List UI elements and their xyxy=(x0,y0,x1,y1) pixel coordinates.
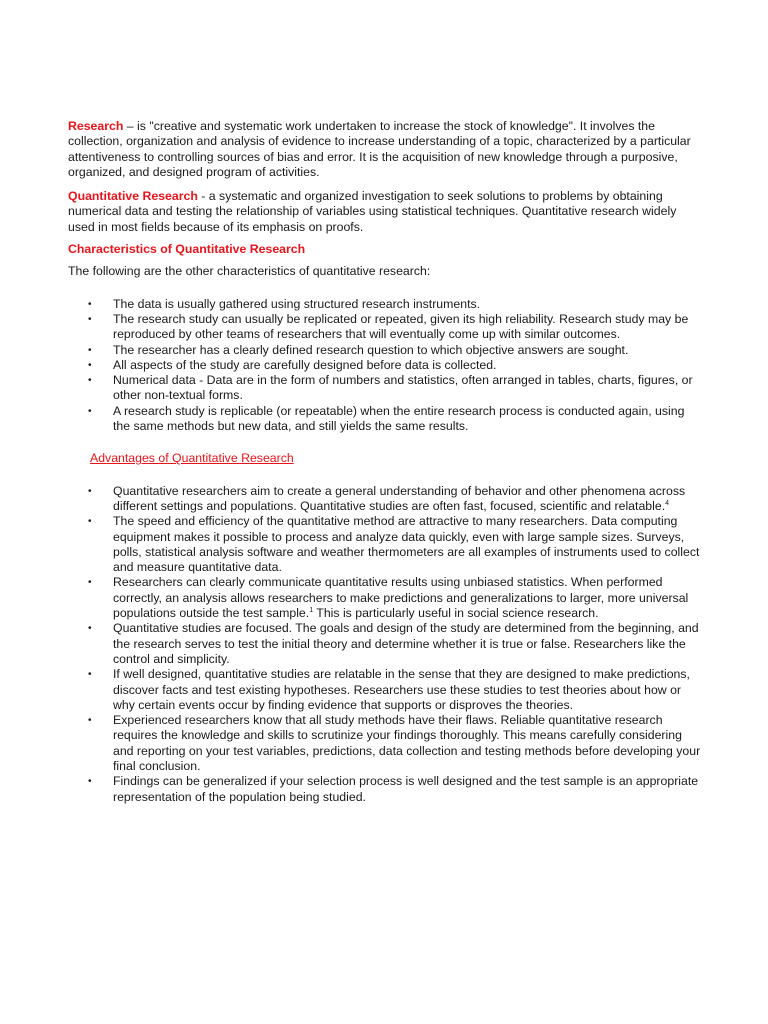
bullet-icon: • xyxy=(88,405,92,417)
bullet-icon: • xyxy=(88,344,92,356)
list-item xyxy=(68,774,702,805)
bullet-icon: • xyxy=(88,516,92,528)
quantitative-definition: - a systematic and organized investigation to seek solutions to problems by obtaining numerical data and testing the relationship of variables using statistical techniques. Quantitative research widely used in most fields because of its emphasis on proofs. xyxy=(68,189,677,234)
list-item-text: Findings can be generalized if your selection process is well designed and the test sample is an appropriate representation of the population being studied. xyxy=(113,774,699,804)
quantitative-paragraph xyxy=(68,189,702,235)
quantitative-term: Quantitative Research xyxy=(68,189,198,204)
list-item-text-after: This is particularly useful in social science research. xyxy=(313,606,599,621)
list-item-text: The research study can usually be replicated or repeated, given its high reliability. Research study may be reproduced by other teams of researchers that will eventually come up with similar outcomes. xyxy=(113,311,689,342)
list-item-text: The researcher has a clearly defined research question to which objective answers are sought. xyxy=(113,342,629,357)
list-item xyxy=(68,358,702,373)
bullet-icon: • xyxy=(88,669,92,681)
list-item-text: The speed and efficiency of the quantitative method are attractive to many researchers. Data computing equipment makes it possible to process and analyze data quickly, even with large sample sizes. Surveys, polls, statistical analysis software and weather thermometers are all examples of instruments used to collect and measure quantitative data. xyxy=(113,514,700,575)
list-item xyxy=(68,343,702,358)
bullet-icon: • xyxy=(88,375,92,387)
bullet-icon: • xyxy=(88,313,92,325)
list-item-text: If well designed, quantitative studies are relatable in the sense that they are designed to make predictions, discover facts and test existing hypotheses. Researchers use these studies to test theories about how or why certain events occur by finding evidence that supports or disproves the theories. xyxy=(113,667,690,712)
list-item xyxy=(68,514,702,575)
list-item-text: The data is usually gathered using structured research instruments. xyxy=(113,296,481,311)
list-item-text: A research study is replicable (or repeatable) when the entire research process is conducted again, using the same methods but new data, and still yields the same results. xyxy=(113,403,685,434)
list-item xyxy=(68,713,702,774)
list-item xyxy=(68,297,702,312)
list-item xyxy=(68,373,702,404)
bullet-icon: • xyxy=(88,485,92,497)
bullet-icon: • xyxy=(88,577,92,589)
characteristics-heading: Characteristics of Quantitative Research xyxy=(68,242,306,257)
bullet-icon: • xyxy=(88,359,92,371)
bullet-icon: • xyxy=(88,715,92,727)
bullet-icon: • xyxy=(88,623,92,635)
bullet-icon: • xyxy=(88,776,92,788)
advantages-list xyxy=(68,484,702,805)
list-item xyxy=(68,484,702,515)
list-item xyxy=(68,621,702,667)
list-item-text: Quantitative studies are focused. The goals and design of the study are determined from the beginning, and the research serves to test the initial theory and determine whether it is true or false. Researchers like the control and simplicity. xyxy=(113,621,699,666)
research-paragraph xyxy=(68,119,702,180)
footnote-marker: 4 xyxy=(665,499,670,507)
list-item-text: Researchers can clearly communicate quantitative results using unbiased statistics. When performed correctly, an analysis allows researchers to make predictions and generalizations to larger, more universal populations outside the test sample. xyxy=(113,575,689,621)
advantages-heading: Advantages of Quantitative Research xyxy=(90,451,294,466)
list-item-text: Experienced researchers know that all study methods have their flaws. Reliable quantitative research requires the knowledge and skills to scrutinize your findings thoroughly. This means carefully considering and reporting on your test variables, predictions, data collection and testing methods before developing your final conclusion. xyxy=(113,713,701,773)
list-item-text: Numerical data - Data are in the form of numbers and statistics, often arranged in tables, charts, figures, or other non-textual forms. xyxy=(113,373,693,403)
research-term: Research xyxy=(68,119,124,133)
list-item xyxy=(68,404,702,435)
characteristics-intro: The following are the other characteristics of quantitative research: xyxy=(68,264,431,279)
bullet-icon: • xyxy=(88,298,92,310)
footnote-marker: 1 xyxy=(309,606,314,614)
list-item xyxy=(68,575,702,621)
characteristics-list xyxy=(68,297,702,435)
research-definition: – is "creative and systematic work undertaken to increase the stock of knowledge". It involves the collection, organization and analysis of evidence to increase understanding of a topic, characterized by a particular attentiveness to controlling sources of bias and error. It is the acquisition of new knowledge through a purposive, organized, and designed program of activities. xyxy=(68,119,691,179)
list-item-text: All aspects of the study are carefully designed before data is collected. xyxy=(113,357,497,372)
list-item xyxy=(68,667,702,713)
list-item-text: Quantitative researchers aim to create a general understanding of behavior and other phenomena across different settings and populations. Quantitative studies are often fast, focused, scientific and relatable. xyxy=(113,483,686,513)
list-item xyxy=(68,312,702,343)
